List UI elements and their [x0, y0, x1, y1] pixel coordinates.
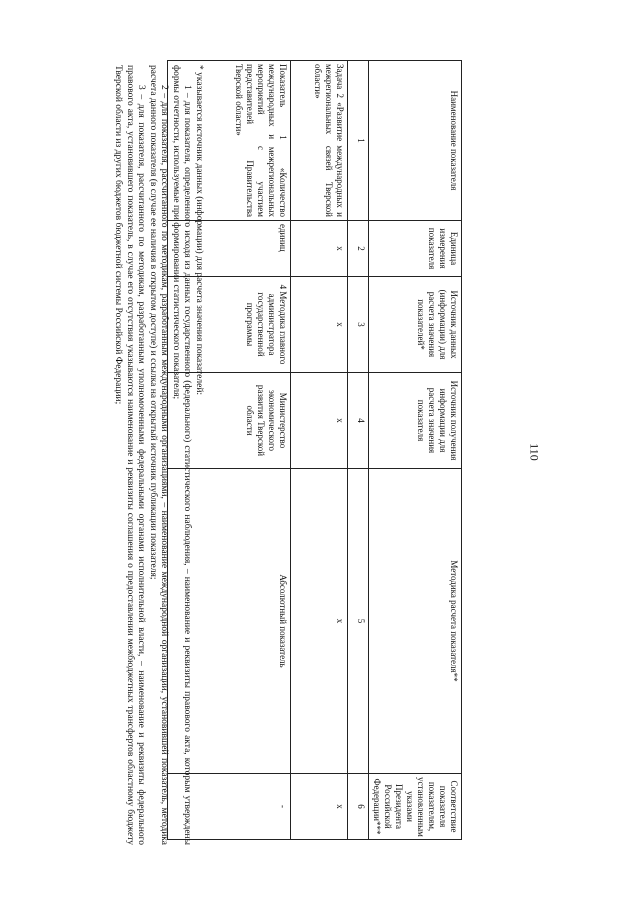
row-source-data: 4 Методика главного администратора государственной программы — [168, 277, 291, 373]
column-number-row — [348, 61, 369, 840]
table-header-row — [369, 61, 462, 840]
footnotes — [112, 65, 204, 845]
header-cell: Источник получения информации для расчета значения показателя — [369, 373, 462, 469]
table-row — [291, 61, 348, 840]
row-correspondence: х — [291, 774, 348, 840]
footnote-item: 3 – для показателя, рассчитанного по методикам, разработанным уполномоченными федеральными органами исполнительной власти, – наименование и реквизиты федерального правового акта, установившего показатель, в случае его отсутствия указываются наименование и реквизиты соглашения о предоставлении межбюджетных трансфертов областному бюджету Тверской области из других бюджетов бюджетной системы Российской Федерации; — [113, 65, 147, 845]
column-number: 6 — [348, 774, 369, 840]
row-name: Показатель 1 «Количество международных и межрегиональных мероприятий с участием представителей Правительства Тверской области» — [168, 61, 291, 221]
header-cell: Методика расчета показателя** — [369, 469, 462, 774]
column-number: 2 — [348, 221, 369, 277]
row-correspondence: - — [168, 774, 291, 840]
row-name: Задача 2 «Развитие международных и межрегиональных связей Тверской области» — [291, 61, 348, 221]
footnote-item: 2 – для показателя, рассчитанного по методикам, разработанным международными организациями, – наименование международной организации, установившей показатель, методика расчета данного показателя (в случае ее наличия в открытом доступе) и ссылка на открытый источник публикации показателя; — [148, 65, 170, 845]
header-cell: Соответствие показателя показателям, установленным указами Президента Российской Федерации*** — [369, 774, 462, 840]
row-source-info: Министерство экономического развития Тверской области — [168, 373, 291, 469]
column-number: 1 — [348, 61, 369, 221]
indicator-table — [167, 60, 462, 840]
row-method: х — [291, 469, 348, 774]
row-unit: х — [291, 221, 348, 277]
row-unit: единиц — [168, 221, 291, 277]
header-cell: Наименование показателя — [369, 61, 462, 221]
row-source-data: х — [291, 277, 348, 373]
footnote-intro: * указывается источник данных (информации) для расчета значения показателей: — [194, 65, 204, 396]
row-source-info: х — [291, 373, 348, 469]
column-number: 5 — [348, 469, 369, 774]
column-number: 4 — [348, 373, 369, 469]
header-cell: Единица измерения показателя — [369, 221, 462, 277]
footnote-item: 1 – для показателя, определенного исходя из данных государственного (федерального) статистического наблюдения, – наименование и реквизиты правового акта, которым утверждены формы отчетности, используемые при формировании статистического показателя; — [171, 65, 193, 845]
page-number: 110 — [527, 443, 542, 461]
column-number: 3 — [348, 277, 369, 373]
header-cell: Источник данных (информации) для расчета значения показателей* — [369, 277, 462, 373]
row-method: Абсолютный показатель — [168, 469, 291, 774]
